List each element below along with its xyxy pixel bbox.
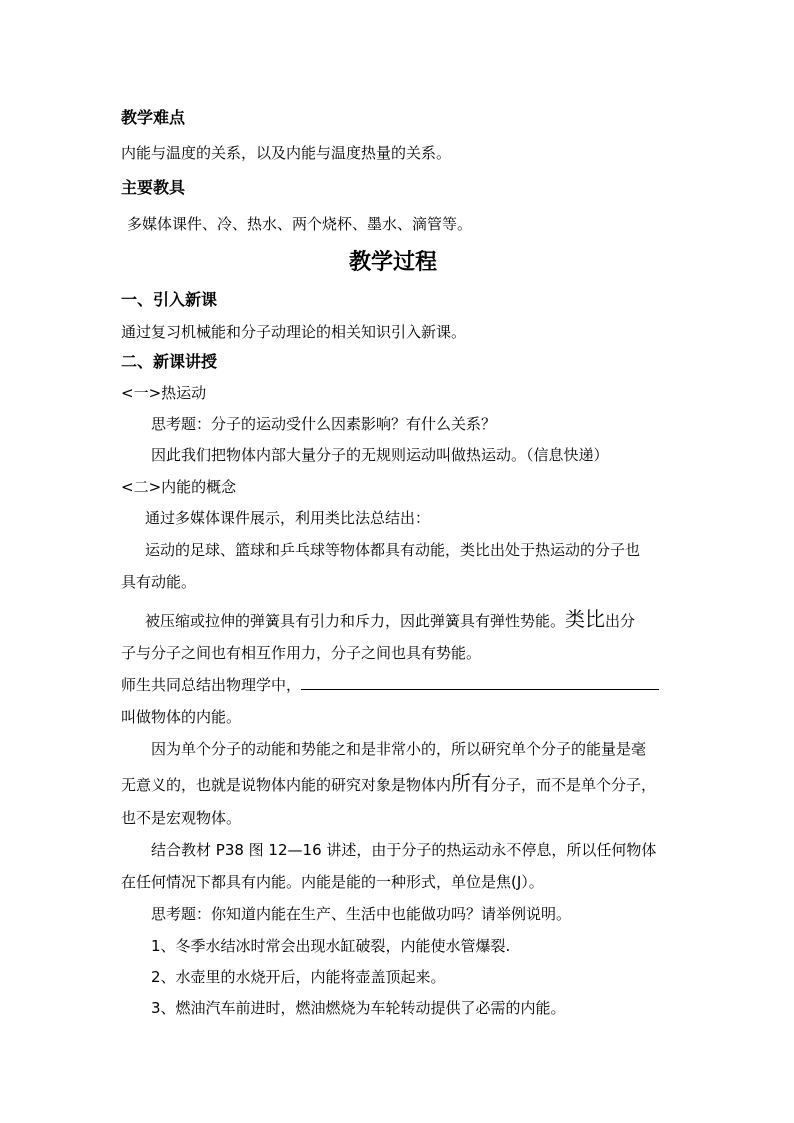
sub1-question: 思考题：分子的运动受什么因素影响？有什么关系？ xyxy=(151,415,497,433)
sub2-para2-line1 xyxy=(145,609,635,631)
sub2-para2-line2: 子与分子之间也有相互作用力，分子之间也具有势能。 xyxy=(121,644,482,662)
summary-text: 师生共同总结出物理学中， xyxy=(121,676,302,694)
question2: 思考题：你知道内能在生产、生活中也能做功吗？请举例说明。 xyxy=(151,905,572,923)
sub2-intro: 通过多媒体课件展示，利用类比法总结出： xyxy=(145,509,431,527)
para3-line2 xyxy=(121,773,656,795)
para3-text-b: 分子，而不是单个分子， xyxy=(491,776,657,794)
sub2-heading: <二>内能的概念 xyxy=(121,478,237,496)
tools-text: 多媒体课件、冷、热水、两个烧杯、墨水、滴管等。 xyxy=(127,215,473,233)
part1-text: 通过复习机械能和分子动理论的相关知识引入新课。 xyxy=(121,323,467,341)
difficulty-heading: 教学难点 xyxy=(121,108,186,127)
sub1-heading: <一>热运动 xyxy=(121,384,207,402)
summary-line xyxy=(121,675,659,695)
para3-line1: 因为单个分子的动能和势能之和是非常小的，所以研究单个分子的能量是毫 xyxy=(151,740,647,758)
para4-line2: 在任何情况下都具有内能。内能是能的一种形式，单位是焦(J）。 xyxy=(121,873,544,891)
example-2: 2、水壶里的水烧开后，内能将壶盖顶起来。 xyxy=(151,968,446,986)
para2-text-a: 被压缩或拉伸的弹簧具有引力和斥力，因此弹簧具有弹性势能。 xyxy=(145,612,566,630)
fill-in-blank[interactable] xyxy=(301,675,659,690)
para3-line3: 也不是宏观物体。 xyxy=(121,809,242,827)
para2-emphasis: 类比 xyxy=(565,607,606,631)
para4-line1: 结合教材 P38 图 12—16 讲述，由于分子的热运动永不停息，所以任何物体 xyxy=(151,841,657,859)
example-3: 3、燃油汽车前进时，燃油燃烧为车轮转动提供了必需的内能。 xyxy=(151,999,566,1017)
summary-line2: 叫做物体的内能。 xyxy=(121,708,242,726)
sub2-para1-line2: 具有动能。 xyxy=(121,573,197,591)
sub1-text: 因此我们把物体内部大量分子的无规则运动叫做热运动。（信息快递） xyxy=(151,446,609,464)
difficulty-text: 内能与温度的关系，以及内能与温度热量的关系。 xyxy=(121,144,452,162)
para3-text-a: 无意义的，也就是说物体内能的研究对象是物体内 xyxy=(121,776,452,794)
part2-heading: 二、新课讲授 xyxy=(121,352,218,371)
para2-text-b: 出分 xyxy=(605,612,636,630)
tools-heading: 主要教具 xyxy=(121,178,186,197)
part1-heading: 一、引入新课 xyxy=(121,290,218,309)
sub2-para1-line1: 运动的足球、篮球和乒乓球等物体都具有动能，类比出处于热运动的分子也 xyxy=(145,541,641,559)
process-title: 教学过程 xyxy=(349,250,438,275)
para3-emphasis: 所有 xyxy=(451,771,492,795)
example-1: 1、冬季水结冰时常会出现水缸破裂，内能使水管爆裂. xyxy=(151,937,511,955)
